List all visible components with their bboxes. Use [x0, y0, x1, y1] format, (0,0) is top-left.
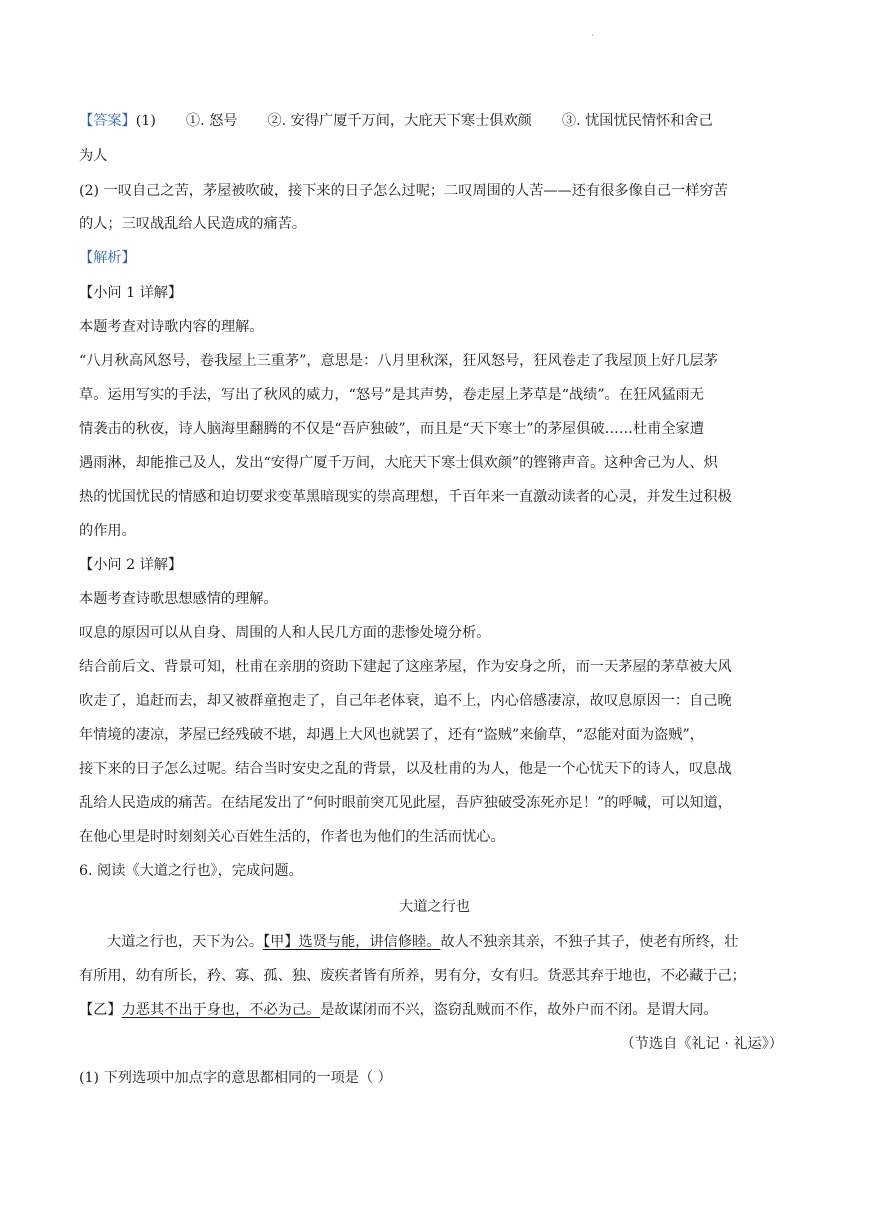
sub1-intro: 本题考查对诗歌内容的理解。	[79, 319, 264, 335]
sub2-title: 【小问 2 详解】	[79, 557, 183, 573]
passage-line-2: 有所用，幼有所长，矜、寡、孤、独、废疾者皆有所养，男有分，女有归。货恶其弃于地也，不必藏于己；	[79, 968, 746, 984]
sub1-title: 【小问 1 详解】	[79, 285, 183, 301]
mark-jia: 【甲】	[263, 934, 299, 950]
sub2-hint: 叹息的原因可以从自身、周围的人和人民几方面的悲惨处境分析。	[79, 625, 491, 641]
answer-q2-line-1: (2) 一叹自己之苦，茅屋被吹破，接下来的日子怎么过呢；二叹周围的人苦——还有很多像自己一样穷苦	[79, 183, 728, 199]
answer-tag: 【答案】	[79, 113, 136, 129]
passage-title: 大道之行也	[399, 899, 470, 915]
answer-item-2: ②. 安得广厦千万间，大庇天下寒士俱欢颜	[267, 113, 532, 129]
sub1-para-line: 遇雨淋，却能推己及人，发出“安得广厦千万间，大庇天下寒士俱欢颜”的铿锵声音。这种舍己为人、炽	[79, 455, 718, 471]
sub1-para-line: 草。运用写实的手法，写出了秋风的威力，“怒号”是其声势，卷走屋上茅草是“战绩”。在狂风猛雨无	[79, 387, 704, 403]
sub2-para-line: 乱给人民造成的痛苦。在结尾发出了“何时眼前突兀见此屋，吾庐独破受冻死亦足！”的呼喊，可以知道，	[79, 795, 732, 811]
mark-yi: 【乙】	[79, 1002, 122, 1018]
sub2-para-line: 吹走了，追赶而去，却又被群童抱走了，自己年老体衰，追不上，内心倍感凄凉，故叹息原因一：自己晚	[79, 693, 732, 709]
question-6-prompt: 6. 阅读《大道之行也》，完成问题。	[79, 863, 303, 879]
passage-text: 大道之行也，天下为公。	[107, 934, 264, 950]
sub1-para-line: 的作用。	[79, 523, 136, 539]
answer-item-3: ③. 忧国忧民情怀和舍己	[561, 113, 713, 129]
passage-line-3	[79, 1000, 799, 1020]
answer-line-1	[79, 111, 799, 131]
header-dot: .	[591, 28, 595, 39]
analysis-tag: 【解析】	[79, 250, 136, 266]
answer-item-3-cont: 为人	[79, 148, 108, 164]
sub2-intro: 本题考查诗歌思想感情的理解。	[79, 591, 278, 607]
sub1-para-line: 热的忧国忧民的情感和迫切要求变革黑暗现实的崇高理想，千百年来一直激动读者的心灵，并发生过积极	[79, 489, 732, 505]
sub1-para-line: 情袭击的秋夜，诗人脑海里翻腾的不仅是“吾庐独破”，而且是“天下寒士”的茅屋俱破……杜甫全家遭	[79, 421, 704, 437]
passage-text: 是故谋闭而不兴，盗窃乱贼而不作，故外户而不闭。是谓大同。	[320, 1002, 718, 1018]
answer-q2-line-2: 的人；三叹战乱给人民造成的痛苦。	[79, 216, 307, 232]
passage-line-1	[79, 932, 799, 952]
sub1-para-line: “八月秋高风怒号，卷我屋上三重茅”，意思是：八月里秋深，狂风怒号，狂风卷走了我屋顶上好几层茅	[79, 353, 718, 369]
sub2-para-line: 结合前后文、背景可知，杜甫在亲朋的资助下建起了这座茅屋，作为安身之所，而一天茅屋的茅草被大风	[79, 659, 732, 675]
underlined-sentence-jia: 选贤与能，讲信修睦。	[298, 934, 441, 950]
sub2-para-line: 接下来的日子怎么过呢。结合当时安史之乱的背景，以及杜甫的为人，他是一个心忧天下的诗人，叹息战	[79, 761, 732, 777]
question-6-sub-1: (1) 下列选项中加点字的意思都相同的一项是（ ）	[79, 1070, 392, 1086]
passage-source: （节选自《礼记 · 礼运》）	[620, 1036, 783, 1052]
answer-q1-num: (1)	[135, 113, 156, 129]
sub2-para-line: 年情境的凄凉，茅屋已经残破不堪，却遇上大风也就罢了，还有“盗贼”来偷草，“忍能对面为盗贼”，	[79, 727, 704, 743]
answer-item-1: ①. 怒号	[185, 113, 238, 129]
underlined-sentence-yi: 力恶其不出于身也，不必为己。	[121, 1002, 321, 1018]
sub2-para-line: 在他心里是时时刻刻关心百姓生活的，作者也为他们的生活而忧心。	[79, 829, 505, 845]
passage-text: 故人不独亲其亲，不独子其子，使老有所终，壮	[440, 934, 739, 950]
